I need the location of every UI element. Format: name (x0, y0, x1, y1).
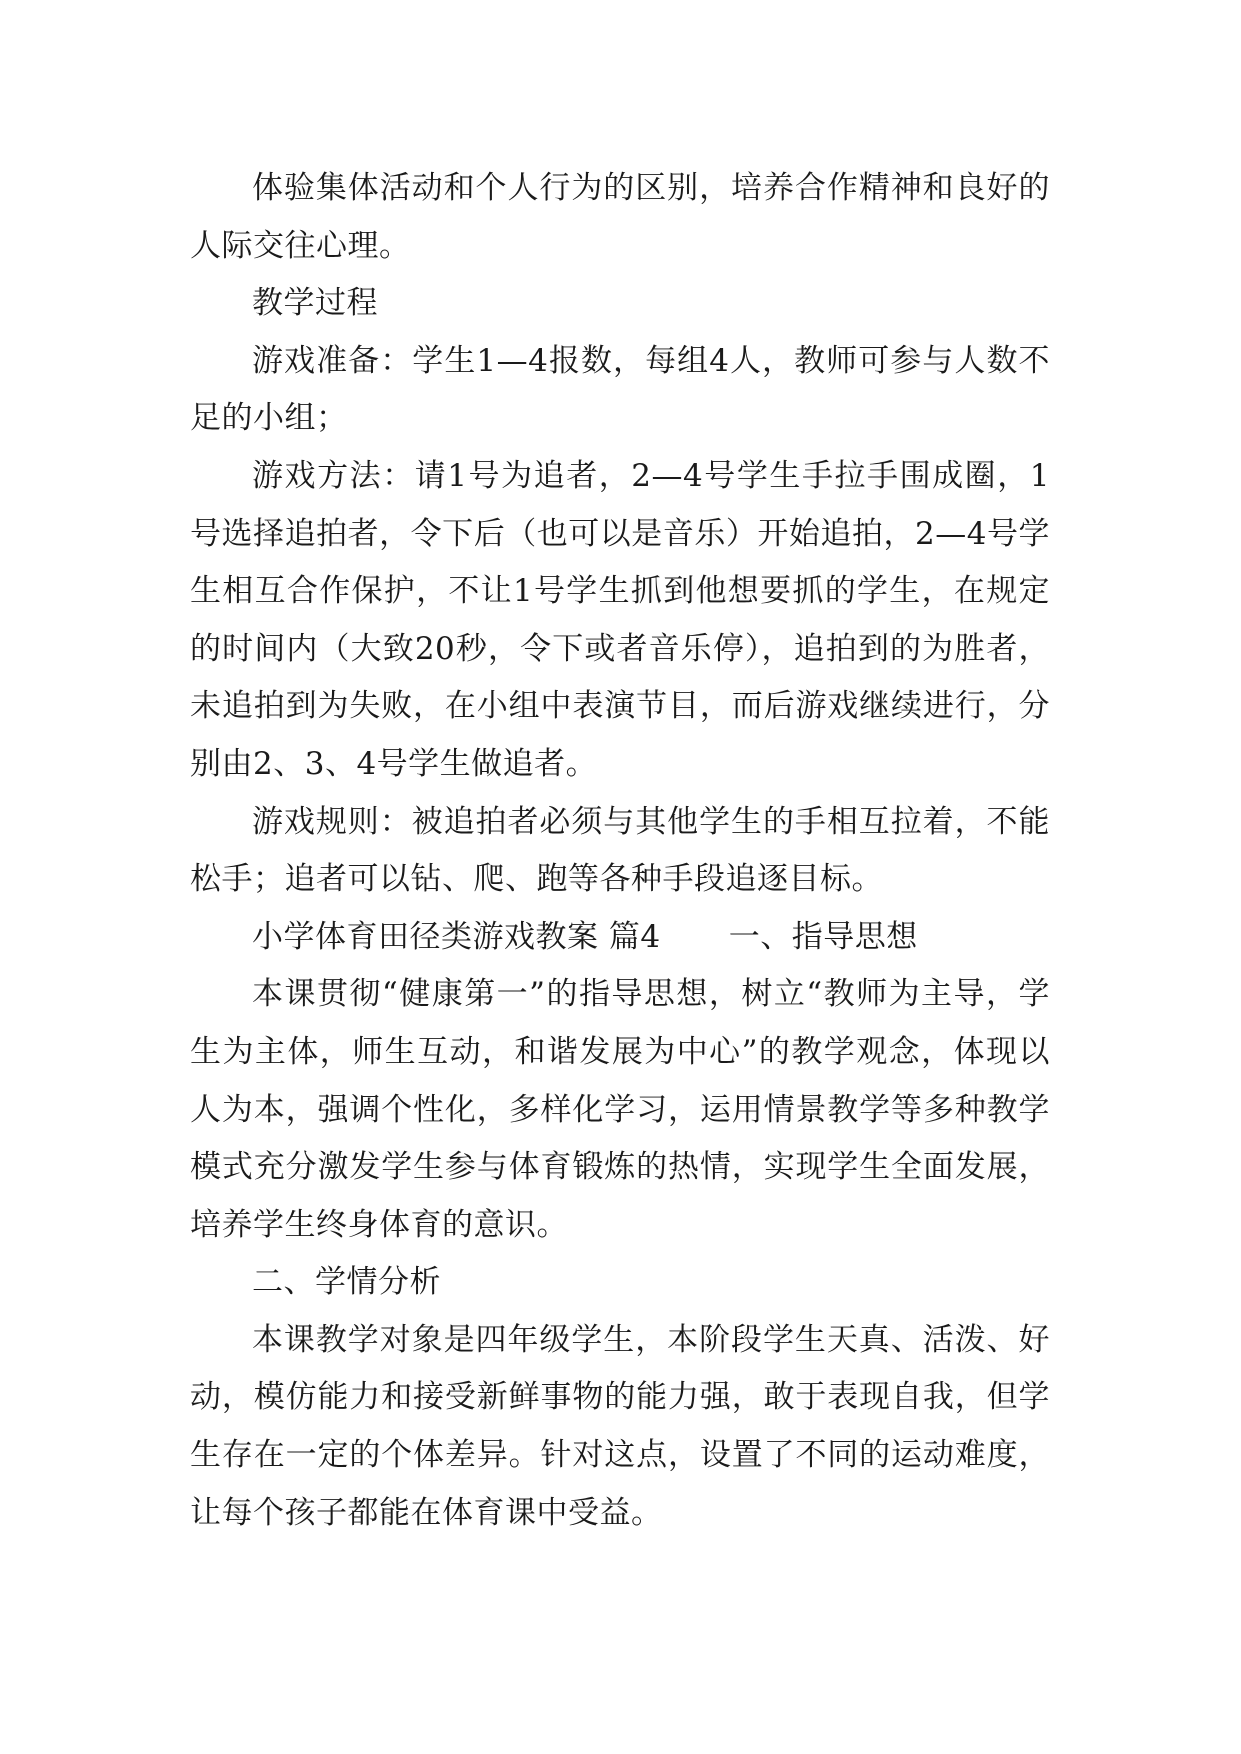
paragraph-game-rules: 游戏规则：被追拍者必须与其他学生的手相互拉着，不能松手；追者可以钻、爬、跑等各种手段追逐目标。 (190, 803, 1050, 898)
paragraph-experience: 体验集体活动和个人行为的区别，培养合作精神和良好的人际交往心理。 (190, 170, 1050, 264)
paragraph-guiding-thought: 本课贯彻“健康第一”的指导思想，树立“教师为主导，学生为主体，师生互动，和谐发展为中心”的教学观念，体现以人为本，强调个性化，多样化学习，运用情景教学等多种教学模式充分激发学生参与体育锻炼的热情，实现学生全面发展，培养学生终身体育的意识。 (190, 976, 1050, 1243)
heading-learning-analysis: 二、学情分析 (252, 1264, 441, 1301)
section-subtitle: 一、指导思想 (728, 918, 918, 955)
paragraph-learning-analysis: 本课教学对象是四年级学生，本阶段学生天真、活泼、好动，模仿能力和接受新鲜事物的能力强，敢于表现自我，但学生存在一定的个体差异。针对这点，设置了不同的运动难度，让每个孩子都能在体育课中受益。 (190, 1321, 1050, 1531)
section-title: 小学体育田径类游戏教案 篇4 (252, 918, 661, 955)
paragraph-game-preparation: 游戏准备：学生1—4报数，每组4人，教师可参与人数不足的小组； (190, 342, 1050, 437)
heading-teaching-process: 教学过程 (252, 285, 378, 322)
paragraph-game-method: 游戏方法：请1号为追者，2—4号学生手拉手围成圈，1号选择追拍者，令下后（也可以是音乐）开始追拍，2—4号学生相互合作保护，不让1号学生抓到他想要抓的学生，在规定的时间内（大致20秒，令下或者音乐停），追拍到的为胜者，未追拍到为失败，在小组中表演节目，而后游戏继续进行，分别由2、3、4号学生做追者。 (190, 457, 1050, 782)
document-body (190, 160, 1050, 1542)
section-heading (190, 909, 1050, 967)
